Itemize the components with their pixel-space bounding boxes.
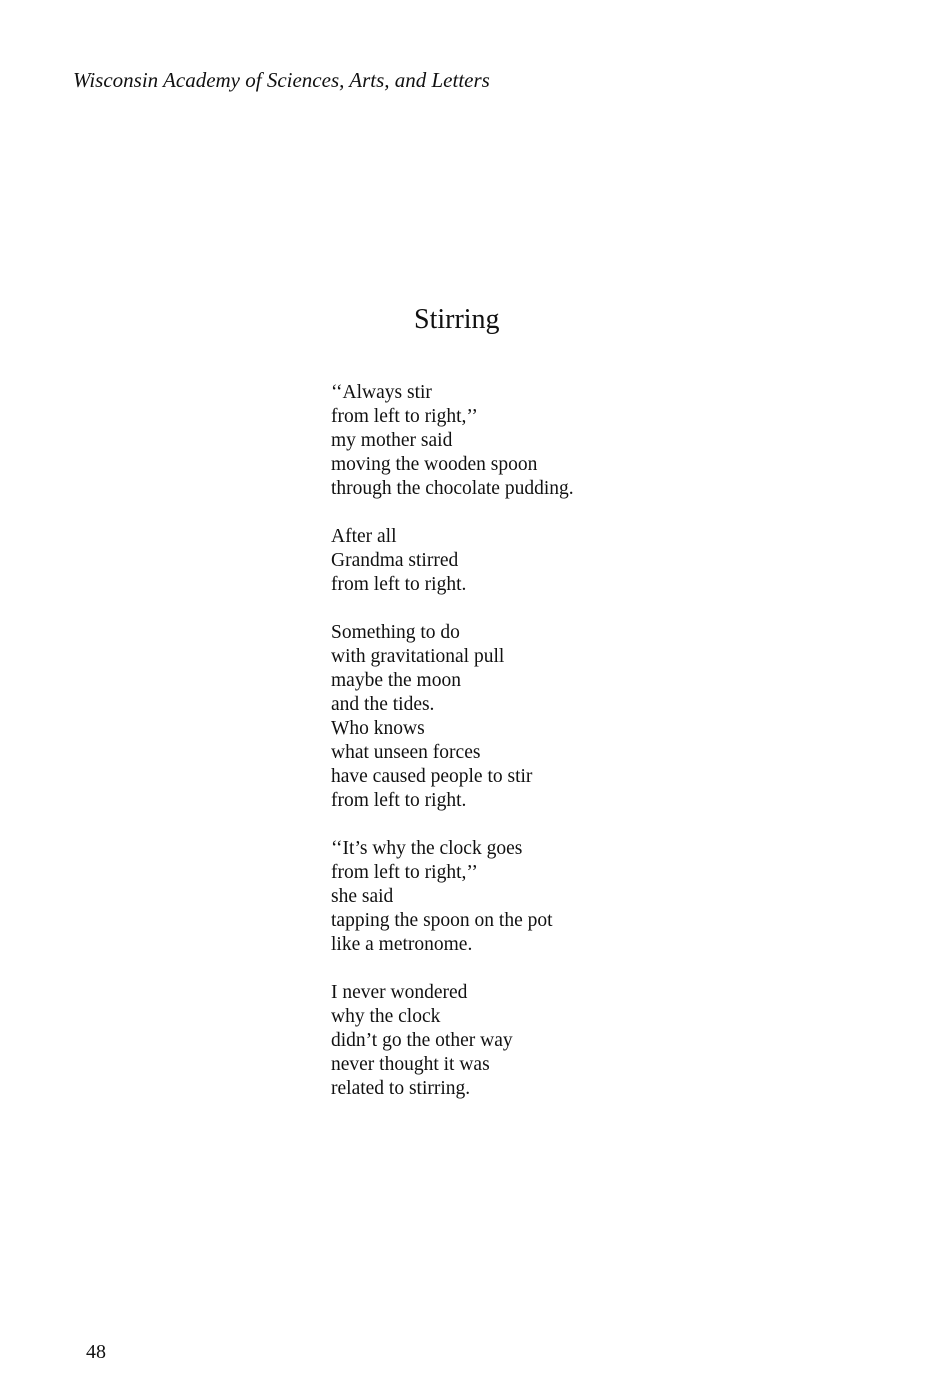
poem-line: Something to do [331,622,460,643]
stanza-4 [331,837,574,957]
poem-line: tapping the spoon on the pot [331,910,553,931]
poem-line: from left to right. [331,790,467,811]
poem-line: maybe the moon [331,670,461,691]
poem-line: Who knows [331,718,425,739]
poem-line: ‘‘Always stir [331,382,432,403]
stanza-5 [331,981,574,1101]
poem-line: and the tides. [331,694,435,715]
stanza-3 [331,621,574,813]
poem-line: moving the wooden spoon [331,454,538,475]
poem-line: Grandma stirred [331,550,459,571]
poem-body [331,381,574,1101]
poem-line: like a metronome. [331,934,473,955]
poem-line: why the clock [331,1006,441,1027]
poem-line: through the chocolate pudding. [331,478,574,499]
poem-line: have caused people to stir [331,766,533,787]
running-header: Wisconsin Academy of Sciences, Arts, and Letters [73,68,490,92]
poem-line: my mother said [331,430,453,451]
poem-line: with gravitational pull [331,646,505,667]
poem-line: she said [331,886,394,907]
poem-line: from left to right,’’ [331,406,478,427]
poem-line: ‘‘It’s why the clock goes [331,838,523,859]
poem-line: from left to right. [331,574,467,595]
poem-line: After all [331,526,397,547]
poem-title: Stirring [414,304,500,335]
stanza-1 [331,381,574,501]
page-number: 48 [86,1341,106,1363]
poem-line: from left to right,’’ [331,862,478,883]
poem-line: I never wondered [331,982,468,1003]
poem-line: what unseen forces [331,742,481,763]
stanza-2 [331,525,574,597]
poem-line: didn’t go the other way [331,1030,513,1051]
poem-line: never thought it was [331,1054,490,1075]
poem-line: related to stirring. [331,1078,471,1099]
